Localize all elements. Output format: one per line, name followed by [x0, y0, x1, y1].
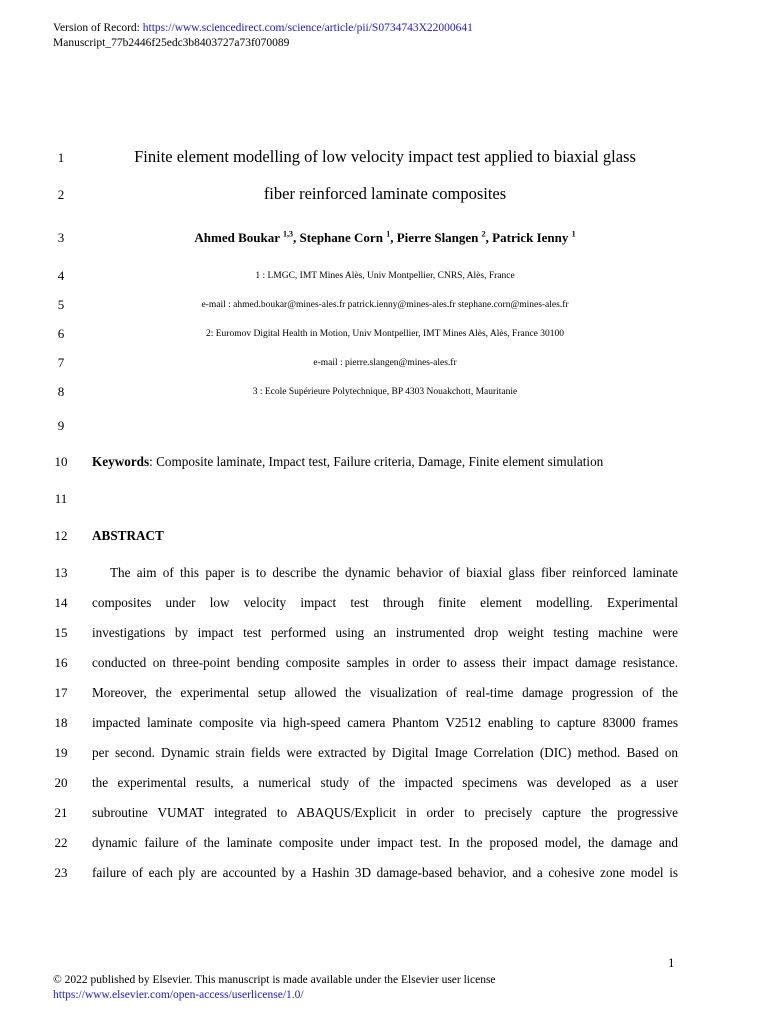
abstract-line: subroutine VUMAT integrated to ABAQUS/Explicit in order to precisely capture the progressive [92, 805, 678, 820]
version-link[interactable]: https://www.sciencedirect.com/science/article/pii/S0734743X22000641 [142, 22, 473, 34]
line-number: 23 [54, 865, 68, 880]
line-number: 2 [57, 187, 65, 202]
line-number: 13 [54, 565, 68, 580]
author-separator: , [390, 230, 397, 245]
license-text: © 2022 published by Elsevier. This manuscript is made available under the Elsevier user license [53, 974, 496, 986]
line-number: 11 [54, 491, 68, 506]
line-number: 7 [57, 355, 65, 370]
abstract-line: impacted laminate composite via high-speed camera Phantom V2512 enabling to capture 83000 frames [92, 715, 678, 730]
line-number: 18 [54, 715, 68, 730]
line-number: 14 [54, 595, 68, 610]
line-number: 16 [54, 655, 68, 670]
line-number: 19 [54, 745, 68, 760]
email-1: e-mail : ahmed.boukar@mines-ales.fr patrick.ienny@mines-ales.fr stephane.corn@mines-ales.fr [201, 300, 569, 310]
line-number: 5 [57, 297, 65, 312]
license-link[interactable]: https://www.elsevier.com/open-access/userlicense/1.0/ [53, 989, 304, 1001]
abstract-line: composites under low velocity impact test through finite element modelling. Experimental [92, 595, 678, 610]
line-number: 4 [57, 268, 65, 283]
line-number: 3 [57, 230, 65, 245]
author-separator: , [485, 230, 493, 245]
line-number: 21 [54, 805, 68, 820]
author-affiliation-sup: 1 [386, 229, 391, 239]
affiliation-1: 1 : LMGC, IMT Mines Alès, Univ Montpellier, CNRS, Alès, France [255, 271, 515, 281]
author-affiliation-sup: 1 [571, 229, 576, 239]
line-number: 17 [54, 685, 68, 700]
abstract-line: the experimental results, a numerical study of the impacted specimens was developed as a user [92, 775, 678, 790]
page-number: 1 [668, 955, 675, 970]
line-number: 6 [57, 326, 65, 341]
affiliation-2: 2: Euromov Digital Health in Motion, Univ Montpellier, IMT Mines Alès, Alès, France 30100 [205, 329, 565, 339]
keywords [92, 454, 603, 470]
affiliation-3: 3 : Ecole Supérieure Polytechnique, BP 4303 Nouakchott, Mauritanie [252, 387, 518, 397]
abstract-line: dynamic failure of the laminate composite under impact test. In the proposed model, the damage and [92, 835, 678, 850]
email-2: e-mail : pierre.slangen@mines-ales.fr [313, 358, 457, 368]
line-number: 9 [57, 418, 65, 433]
line-number: 8 [57, 384, 65, 399]
line-number: 22 [54, 835, 68, 850]
author-list [92, 230, 678, 246]
manuscript-id: Manuscript_77b2446f25edc3b8403727a73f070089 [53, 37, 290, 49]
author-name: Pierre Slangen [396, 230, 479, 245]
line-number: 1 [57, 150, 65, 165]
author-separator: , [293, 230, 300, 245]
author-affiliation-sup: 2 [481, 229, 486, 239]
abstract-line: failure of each ply are accounted by a Hashin 3D damage-based behavior, and a cohesive zone model is [92, 865, 678, 880]
keywords-text: : Composite laminate, Impact test, Failure criteria, Damage, Finite element simulation [149, 454, 604, 469]
paper-title-line-1: Finite element modelling of low velocity impact test applied to biaxial glass [134, 147, 636, 166]
abstract-line: per second. Dynamic strain fields were extracted by Digital Image Correlation (DIC) method. Based on [92, 745, 678, 760]
version-of-record [53, 22, 473, 34]
line-number: 12 [54, 528, 68, 543]
abstract-line: conducted on three-point bending composite samples in order to assess their impact damage resistance. [92, 655, 678, 670]
paper-title-line-2: fiber reinforced laminate composites [263, 184, 507, 203]
abstract-heading: ABSTRACT [92, 528, 164, 543]
abstract-line: Moreover, the experimental setup allowed the visualization of real-time damage progression of the [92, 685, 678, 700]
line-number: 15 [54, 625, 68, 640]
line-number: 10 [54, 454, 68, 469]
author-name: Ahmed Boukar [194, 230, 280, 245]
version-label: Version of Record: [53, 22, 140, 34]
author-name: Stephane Corn [299, 230, 383, 245]
abstract-line: The aim of this paper is to describe the dynamic behavior of biaxial glass fiber reinforced laminate [110, 565, 678, 580]
author-name: Patrick Ienny [492, 230, 569, 245]
abstract-line: investigations by impact test performed using an instrumented drop weight testing machine were [92, 625, 678, 640]
line-number: 20 [54, 775, 68, 790]
keywords-label: Keywords [92, 454, 150, 469]
author-affiliation-sup: 1,3 [283, 229, 293, 239]
